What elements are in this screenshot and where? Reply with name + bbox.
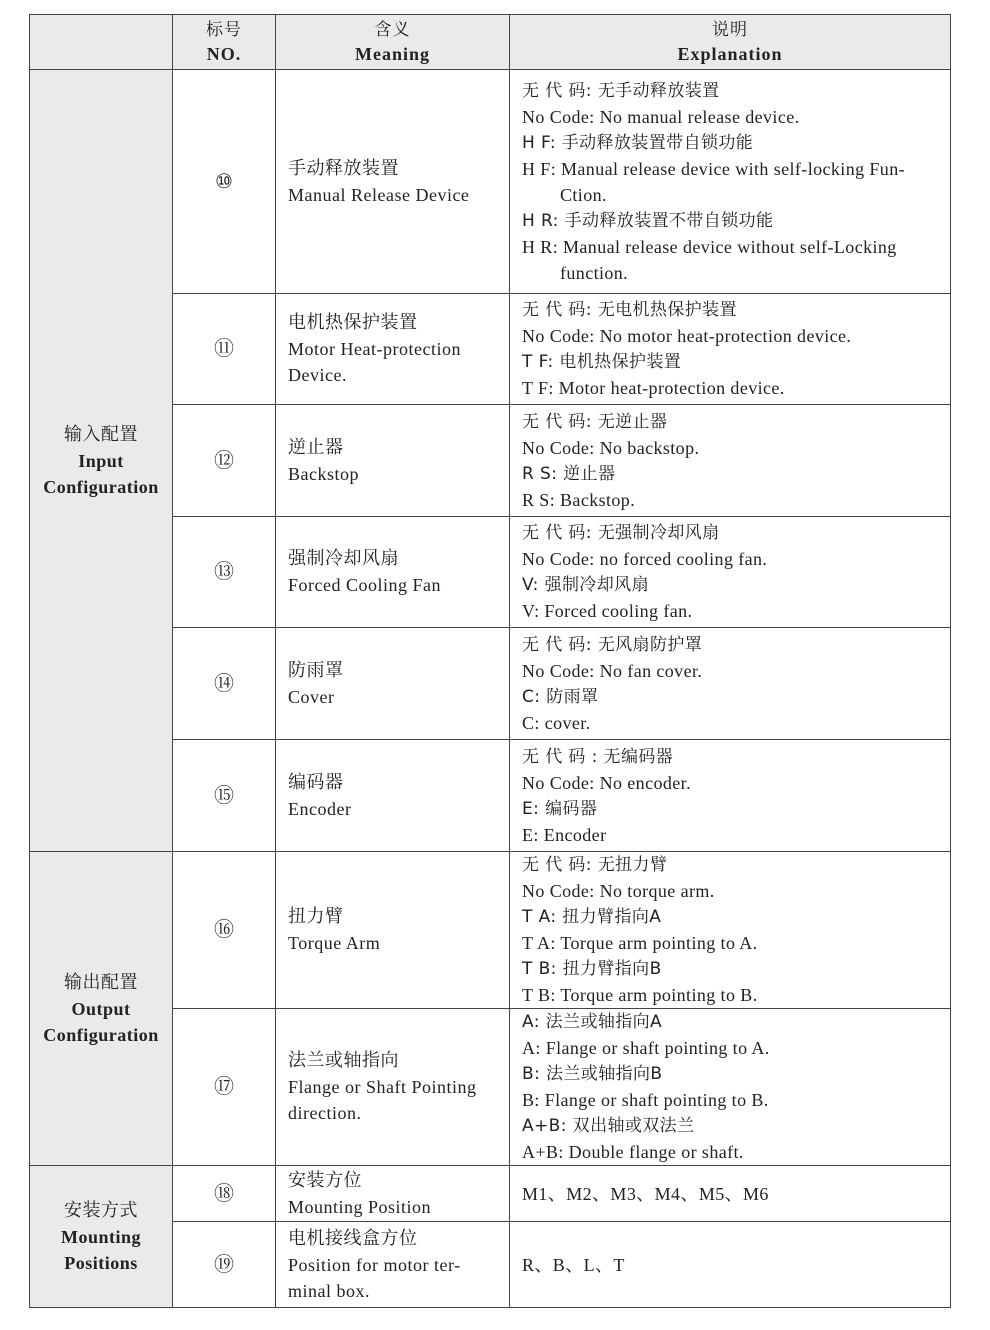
meaning-text: 编码器 <box>288 771 344 793</box>
meaning-cell <box>276 740 510 852</box>
header-blank <box>30 15 173 70</box>
explanation-line: B: Flange or shaft pointing to B. <box>522 1090 769 1110</box>
meaning-cell <box>276 628 510 740</box>
explanation-line: No Code: No backstop. <box>522 437 700 458</box>
meaning-text: Torque Arm <box>288 933 381 953</box>
meaning-text: minal box. <box>288 1280 370 1301</box>
category-label: Output <box>71 998 131 1019</box>
item-number-badge: ⑪ <box>214 336 234 360</box>
explanation-line: C: cover. <box>522 712 591 733</box>
meaning-text: Backstop <box>288 463 359 484</box>
explanation-line: 无 代 码: 无逆止器 <box>522 411 668 432</box>
meaning-text: Mounting Position <box>288 1196 432 1217</box>
explanation-cell <box>510 294 951 405</box>
item-number <box>173 517 276 628</box>
item-number-badge: ⑯ <box>214 917 234 941</box>
explanation-line: H F: Manual release device with self-locking Fun- <box>522 158 906 179</box>
configuration-table <box>29 14 951 1308</box>
item-number <box>173 740 276 852</box>
item-number-badge: ⑲ <box>214 1251 234 1276</box>
category-mounting <box>30 1166 173 1308</box>
meaning-text: 电机热保护装置 <box>288 312 418 333</box>
meaning-cell <box>276 70 510 294</box>
meaning-text: 逆止器 <box>288 436 344 458</box>
explanation-line: No Code: no forced cooling fan. <box>522 549 768 569</box>
explanation-line: T F: 电机热保护装置 <box>522 352 682 372</box>
meaning-cell <box>276 1222 510 1308</box>
explanation-line: function. <box>560 262 629 283</box>
table-row <box>30 852 951 1009</box>
table-row <box>30 1166 951 1222</box>
meaning-text: direction. <box>288 1103 362 1123</box>
item-number <box>173 70 276 294</box>
category-label: Configuration <box>43 1024 159 1045</box>
meaning-text: Flange or Shaft Pointing <box>288 1077 477 1097</box>
explanation-line: A: Flange or shaft pointing to A. <box>522 1038 770 1058</box>
category-label: Mounting <box>60 1226 142 1247</box>
item-number-badge: ⑩ <box>215 168 233 193</box>
meaning-text: Position for motor ter- <box>288 1254 461 1275</box>
meaning-text: 法兰或轴指向 <box>288 1050 399 1071</box>
explanation-line: 无 代 码 : 无编码器 <box>522 746 674 767</box>
explanation-line: M1、M2、M3、M4、M5、M6 <box>522 1183 769 1204</box>
category-output <box>30 852 173 1166</box>
item-number-badge: ⑱ <box>214 1180 234 1205</box>
explanation-cell <box>510 1222 951 1308</box>
explanation-cell <box>510 70 951 294</box>
explanation-line: 无 代 码: 无手动释放装置 <box>522 80 720 101</box>
meaning-text: 强制冷却风扇 <box>288 548 399 569</box>
explanation-line: H R: Manual release device without self-Locking <box>522 236 897 257</box>
explanation-line: T A: Torque arm pointing to A. <box>522 933 758 953</box>
explanation-line: No Code: No manual release device. <box>522 106 800 127</box>
explanation-cell <box>510 740 951 852</box>
explanation-line: V: 强制冷却风扇 <box>522 575 649 595</box>
meaning-text: Manual Release Device <box>288 184 470 205</box>
explanation-cell <box>510 405 951 517</box>
header-no: 标号 NO. <box>173 15 276 70</box>
meaning-text: 防雨罩 <box>288 659 344 681</box>
explanation-line: 无 代 码: 无电机热保护装置 <box>522 300 737 320</box>
meaning-cell <box>276 1009 510 1166</box>
meaning-cell <box>276 852 510 1009</box>
item-number <box>173 1166 276 1222</box>
explanation-line: A+B: Double flange or shaft. <box>522 1142 744 1162</box>
explanation-line: No Code: No fan cover. <box>522 660 703 681</box>
meaning-text: Motor Heat-protection <box>288 339 461 359</box>
meaning-cell <box>276 517 510 628</box>
explanation-line: T F: Motor heat-protection device. <box>522 378 785 398</box>
explanation-line: E: Encoder <box>522 824 607 845</box>
meaning-text: Device. <box>288 365 347 385</box>
explanation-cell <box>510 1009 951 1166</box>
meaning-text: Encoder <box>288 798 352 819</box>
header-meaning: 含义 Meaning <box>276 15 510 70</box>
item-number-badge: ⑬ <box>214 559 234 583</box>
item-number <box>173 852 276 1009</box>
explanation-line: H R: 手动释放装置不带自锁功能 <box>522 210 774 231</box>
meaning-cell <box>276 1166 510 1222</box>
category-label: Positions <box>64 1252 138 1273</box>
category-label: Input <box>78 450 124 471</box>
explanation-cell <box>510 628 951 740</box>
item-number-badge: ⑫ <box>214 447 234 472</box>
table-row <box>30 70 951 294</box>
explanation-line: B: 法兰或轴指向B <box>522 1064 663 1084</box>
item-number-badge: ⑮ <box>214 782 234 807</box>
explanation-line: 无 代 码: 无风扇防护罩 <box>522 634 703 655</box>
item-number <box>173 405 276 517</box>
explanation-cell <box>510 852 951 1009</box>
explanation-line: T B: Torque arm pointing to B. <box>522 985 758 1005</box>
item-number <box>173 294 276 405</box>
explanation-cell <box>510 517 951 628</box>
meaning-text: 扭力臂 <box>288 906 344 927</box>
explanation-line: Ction. <box>560 184 607 205</box>
explanation-line: V: Forced cooling fan. <box>522 601 693 621</box>
meaning-text: 手动释放装置 <box>288 157 399 179</box>
explanation-line: H F: 手动释放装置带自锁功能 <box>522 132 754 153</box>
item-number-badge: ⑰ <box>214 1074 234 1098</box>
explanation-line: C: 防雨罩 <box>522 686 599 707</box>
meaning-text: 电机接线盒方位 <box>288 1227 418 1249</box>
explanation-line: 无 代 码: 无扭力臂 <box>522 855 668 875</box>
explanation-line: R S: 逆止器 <box>522 463 616 484</box>
meaning-text: Cover <box>288 686 335 707</box>
explanation-line: No Code: No encoder. <box>522 772 691 793</box>
explanation-line: T B: 扭力臂指向B <box>522 959 662 979</box>
header-explanation: 说明 Explanation <box>510 15 951 70</box>
explanation-line: 无 代 码: 无强制冷却风扇 <box>522 523 720 543</box>
meaning-cell <box>276 405 510 517</box>
category-label: 安装方式 <box>64 1199 138 1221</box>
table-header-row <box>30 15 951 70</box>
category-label: Configuration <box>43 476 159 497</box>
item-number <box>173 1009 276 1166</box>
explanation-line: E: 编码器 <box>522 798 598 819</box>
item-number <box>173 628 276 740</box>
meaning-cell <box>276 294 510 405</box>
category-label: 输入配置 <box>64 423 138 445</box>
explanation-line: T A: 扭力臂指向A <box>522 907 662 927</box>
category-input <box>30 70 173 852</box>
meaning-text: 安装方位 <box>288 1169 362 1191</box>
explanation-line: R、B、L、T <box>522 1254 625 1275</box>
explanation-cell <box>510 1166 951 1222</box>
explanation-line: R S: Backstop. <box>522 489 636 510</box>
item-number <box>173 1222 276 1308</box>
explanation-line: A+B: 双出轴或双法兰 <box>522 1116 695 1136</box>
explanation-line: No Code: No torque arm. <box>522 881 715 901</box>
item-number-badge: ⑭ <box>214 670 234 695</box>
explanation-line: No Code: No motor heat-protection device. <box>522 326 852 346</box>
category-label: 输出配置 <box>64 971 138 993</box>
explanation-line: A: 法兰或轴指向A <box>522 1012 663 1032</box>
meaning-text: Forced Cooling Fan <box>288 575 441 595</box>
